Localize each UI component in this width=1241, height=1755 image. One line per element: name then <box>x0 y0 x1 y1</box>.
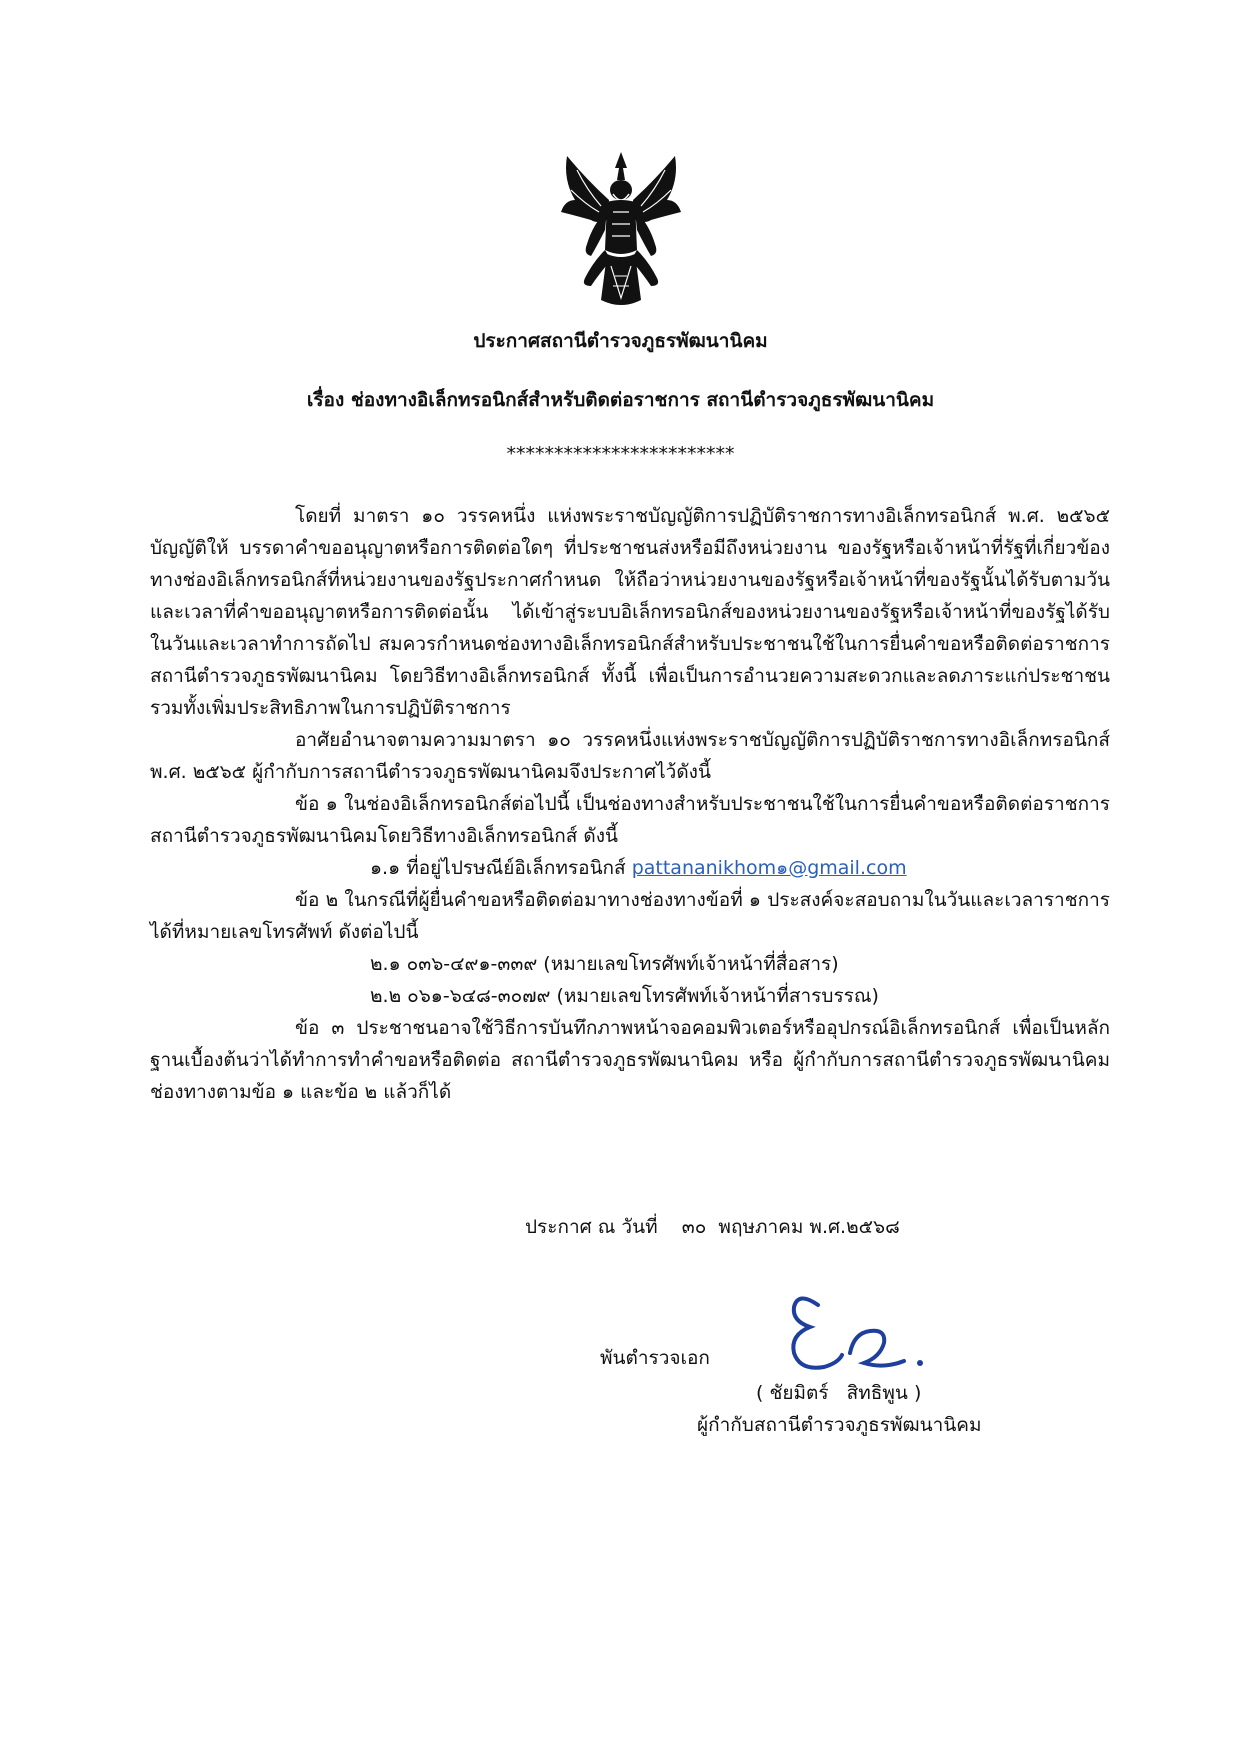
phone-2: ๒.๒ ๐๖๑-๖๔๘-๓๐๗๙ (หมายเลขโทรศัพท์เจ้าหน้าที่สารบรรณ) <box>370 985 879 1007</box>
phone-1: ๒.๑ ๐๓๖-๔๙๑-๓๓๙ (หมายเลขโทรศัพท์เจ้าหน้าที่สื่อสาร) <box>370 953 839 975</box>
signature-icon <box>780 1283 930 1383</box>
clause-1-1 <box>150 852 1110 884</box>
garuda-emblem-icon <box>557 150 685 312</box>
signer-position: ผู้กำกับสถานีตำรวจภูธรพัฒนานิคม <box>697 1414 982 1436</box>
email-link[interactable]: pattananikhom๑@gmail.com <box>631 857 907 879</box>
paragraph-authority: อาศัยอำนาจตามความมาตรา ๑๐ วรรคหนึ่งแห่งพระราชบัญญัติการปฏิบัติราชการทางอิเล็กทรอนิกส์ พ.ศ. ๒๕๖๕ ผู้กำกับการสถานีตำรวจภูธรพัฒนานิคมจึงประกาศไว้ดังนี้ <box>150 729 1110 783</box>
clause-1: ข้อ ๑ ในช่องอิเล็กทรอนิกส์ต่อไปนี้ เป็นช่องทางสำหรับประชาชนใช้ในการยื่นคำขอหรือติดต่อราชการสถานีตำรวจภูธรพัฒนานิคมโดยวิธีทางอิเล็กทรอนิกส์ ดังนี้ <box>150 793 1110 847</box>
signer-name: ( ชัยมิตร์ สิทธิพูน ) <box>756 1382 922 1404</box>
clause-3: ข้อ ๓ ประชาชนอาจใช้วิธีการบันทึกภาพหน้าจอคอมพิวเตอร์หรืออุปกรณ์อิเล็กทรอนิกส์ เพื่อเป็นหลักฐานเบื้องต้นว่าได้ทำการทำคำขอหรือติดต่อ สถานีตำรวจภูธรพัฒนานิคม หรือ ผู้กำกับการสถานีตำรวจภูธรพัฒนานิคม ช่องทางตามข้อ ๑ และข้อ ๒ แล้วก็ได้ <box>150 1017 1110 1103</box>
clause-1-1-label: ๑.๑ ที่อยู่ไปรษณีย์อิเล็กทรอนิกส์ <box>370 857 626 879</box>
announcement-body <box>150 500 1110 1108</box>
signer-rank: พันตำรวจเอก <box>600 1347 710 1369</box>
announcement-date: ประกาศ ณ วันที่ ๓๐ พฤษภาคม พ.ศ.๒๕๖๘ <box>525 1216 900 1238</box>
announcement-subject: เรื่อง ช่องทางอิเล็กทรอนิกส์สำหรับติดต่อราชการ สถานีตำรวจภูธรพัฒนานิคม <box>306 389 935 411</box>
clause-2: ข้อ ๒ ในกรณีที่ผู้ยื่นคำขอหรือติดต่อมาทางช่องทางข้อที่ ๑ ประสงค์จะสอบถามในวันและเวลาราชการได้ที่หมายเลขโทรศัพท์ ดังต่อไปนี้ <box>150 889 1110 943</box>
announcement-title: ประกาศสถานีตำรวจภูธรพัฒนานิคม <box>473 330 768 352</box>
separator: ************************ <box>506 443 735 465</box>
paragraph-preamble: โดยที่ มาตรา ๑๐ วรรคหนึ่ง แห่งพระราชบัญญัติการปฏิบัติราชการทางอิเล็กทรอนิกส์ พ.ศ. ๒๕๖๕ บัญญัติให้ บรรดาคำขออนุญาตหรือการติดต่อใดๆ ที่ประชาชนส่งหรือมีถึงหน่วยงาน ของรัฐหรือเจ้าหน้าที่รัฐที่เกี่ยวข้องทางช่องอิเล็กทรอนิกส์ที่หน่วยงานของรัฐประกาศกำหนด ให้ถือว่าหน่วยงานของรัฐหรือเจ้าหน้าที่ของรัฐนั้นได้รับตามวันและเวลาที่คำขออนุญาตหรือการติดต่อนั้น ได้เข้าสู่ระบบอิเล็กทรอนิกส์ของหน่วยงานของรัฐหรือเจ้าหน้าที่ของรัฐได้รับในวันและเวลาทำการถัดไป สมควรกำหนดช่องทางอิเล็กทรอนิกส์สำหรับประชาชนใช้ในการยื่นคำขอหรือติดต่อราชการสถานีตำรวจภูธรพัฒนานิคม โดยวิธีทางอิเล็กทรอนิกส์ ทั้งนี้ เพื่อเป็นการอำนวยความสะดวกและลดภาระแก่ประชาชน รวมทั้งเพิ่มประสิทธิภาพในการปฏิบัติราชการ <box>150 505 1110 719</box>
